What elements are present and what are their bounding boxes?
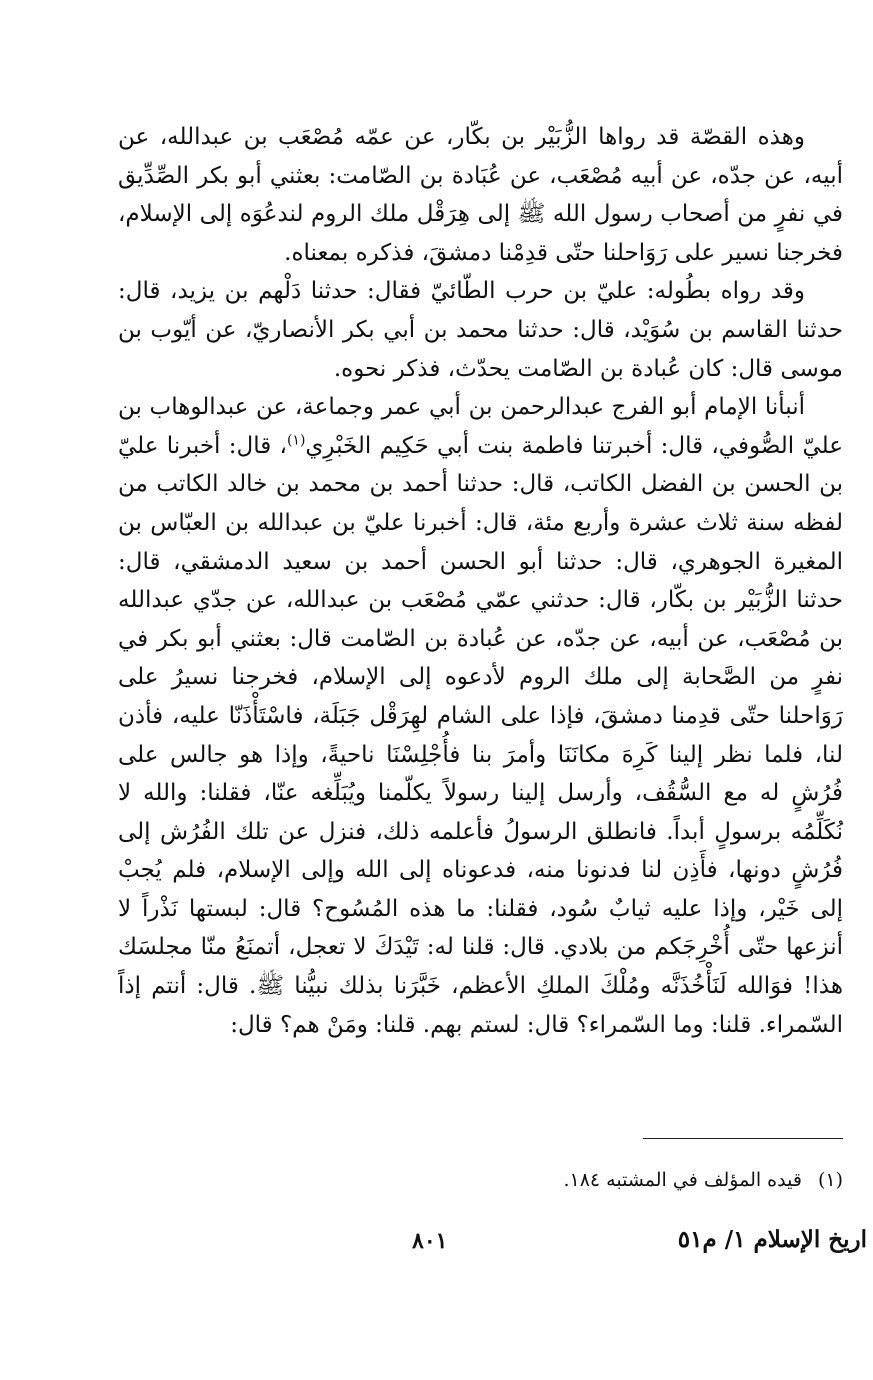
footnote [143,1166,843,1194]
page-number: ٨٠١ [412,1228,448,1254]
footnote-reference[interactable]: (١) [286,432,306,449]
paragraph-2: وقد رواه بطُوله: عليّ بن حرب الطّائيّ فقال: حدثنا دَلْهم بن يزيد، قال: حدثنا القاسم بن سُوَيْد، قال: حدثنا محمد بن أبي بكر الأنصاريّ، عن أيّوب بن موسى قال: كان عُبادة بن الصّامت يحدّث، فذكر نحوه. [118,278,843,382]
paragraph-3-rest: ، قال: أخبرنا عليّ بن الحسن بن الفضل الكاتب، قال: حدثنا أحمد بن محمد بن خالد الكاتب من لفظه سنة ثلاث عشرة وأربع مئة، قال: أخبرنا عليّ بن عبدالله بن العبّاس بن المغيرة الجوهري، قال: حدثنا أبو الحسن أحمد بن سعيد الدمشقي، قال: حدثنا الزُّبَيْر بن بكّار، قال: حدثني عمّي مُصْعَب بن عبدالله، عن جدّي عبدالله بن مُصْعَب، عن أبيه، عن جدّه، عن عُبادة بن الصّامت قال: بعثني أبو بكر في نفرٍ من الصَّحابة إلى ملك الروم لأدعوه إلى الإسلام، فخرجنا نسيرُ على رَوَاحلنا حتّى قدِمنا دمشقَ، فإذا على الشام لهِرَقْل جَبَلَة، فاسْتَأْذَنّا عليه، فأذن لنا، فلما نظر إلينا كَرِهَ مكانَنَا وأمرَ بنا فأُجْلِسْنَا ناحيةً، وإذا هو جالس على فُرُشٍ له مع السُّقُف، وأرسل إلينا رسولاً يكلّمنا ويُبَلِّغه عنّا، فقلنا: والله لا نُكَلِّمُه برسولٍ أبداً. فانطلق الرسولُ فأعلمه ذلك، فنزل عن تلك الفُرُش إلى فُرُشٍ دونها، فأَذِن لنا فدنونا منه، فدعوناه إلى الله وإلى الإسلام، فلم يُجبْ إلى خَيْر، وإذا عليه ثيابٌ سُود، فقلنا: ما هذه المُسُوح؟ قال: لبستها نَذْراً لا أنزعها حتّى أُخْرِجَكم من بلادي. قال: قلنا له: تَيْدَكَ لا تعجل، أتمنَعُ منّا مجلسَك هذا! فوَالله لَنَأْخُذَنَّه ومُلْكَ الملكِ الأعظم، خَبَّرَنا بذلك نبيُّنا ﷺ. قال: أنتم إذاً السّمراء. قلنا: وما السّمراء؟ قال: لستم بهم. قلنا: ومَنْ هم؟ قال: [118,432,843,1038]
main-text-block [118,118,843,1044]
footnote-number: (١) [817,1169,843,1191]
running-title: اريخ الإسلام ١/ م٥١ [677,1226,867,1253]
paragraph-1: وهذه القصّة قد رواها الزُّبَيْر بن بكّار، عن عمّه مُصْعَب بن عبدالله، عن أبيه، عن جدّه، عن أبيه مُصْعَب، عن عُبَادة بن الصّامت: بعثني أبو بكر الصِّدِّيق في نفرٍ من أصحاب رسول الله ﷺ إلى هِرَقْل ملك الروم لندعُوَه إلى الإسلام، فخرجنا نسير على رَوَاحلنا حتّى قدِمْنا دمشقَ، فذكره بمعناه. [118,124,843,266]
paragraph-3 [118,388,843,1044]
footnote-separator [643,1138,843,1139]
footnote-text: قيده المؤلف في المشتبه ١٨٤. [563,1169,802,1191]
paragraph-3-start: أنبأنا الإمام أبو الفرج عبدالرحمن بن أبي عمر وجماعة، عن عبدالوهاب بن عليّ الصُّوفي، قال: أخبرتنا فاطمة بنت أبي حَكِيم الخَبْرِي [118,394,843,459]
